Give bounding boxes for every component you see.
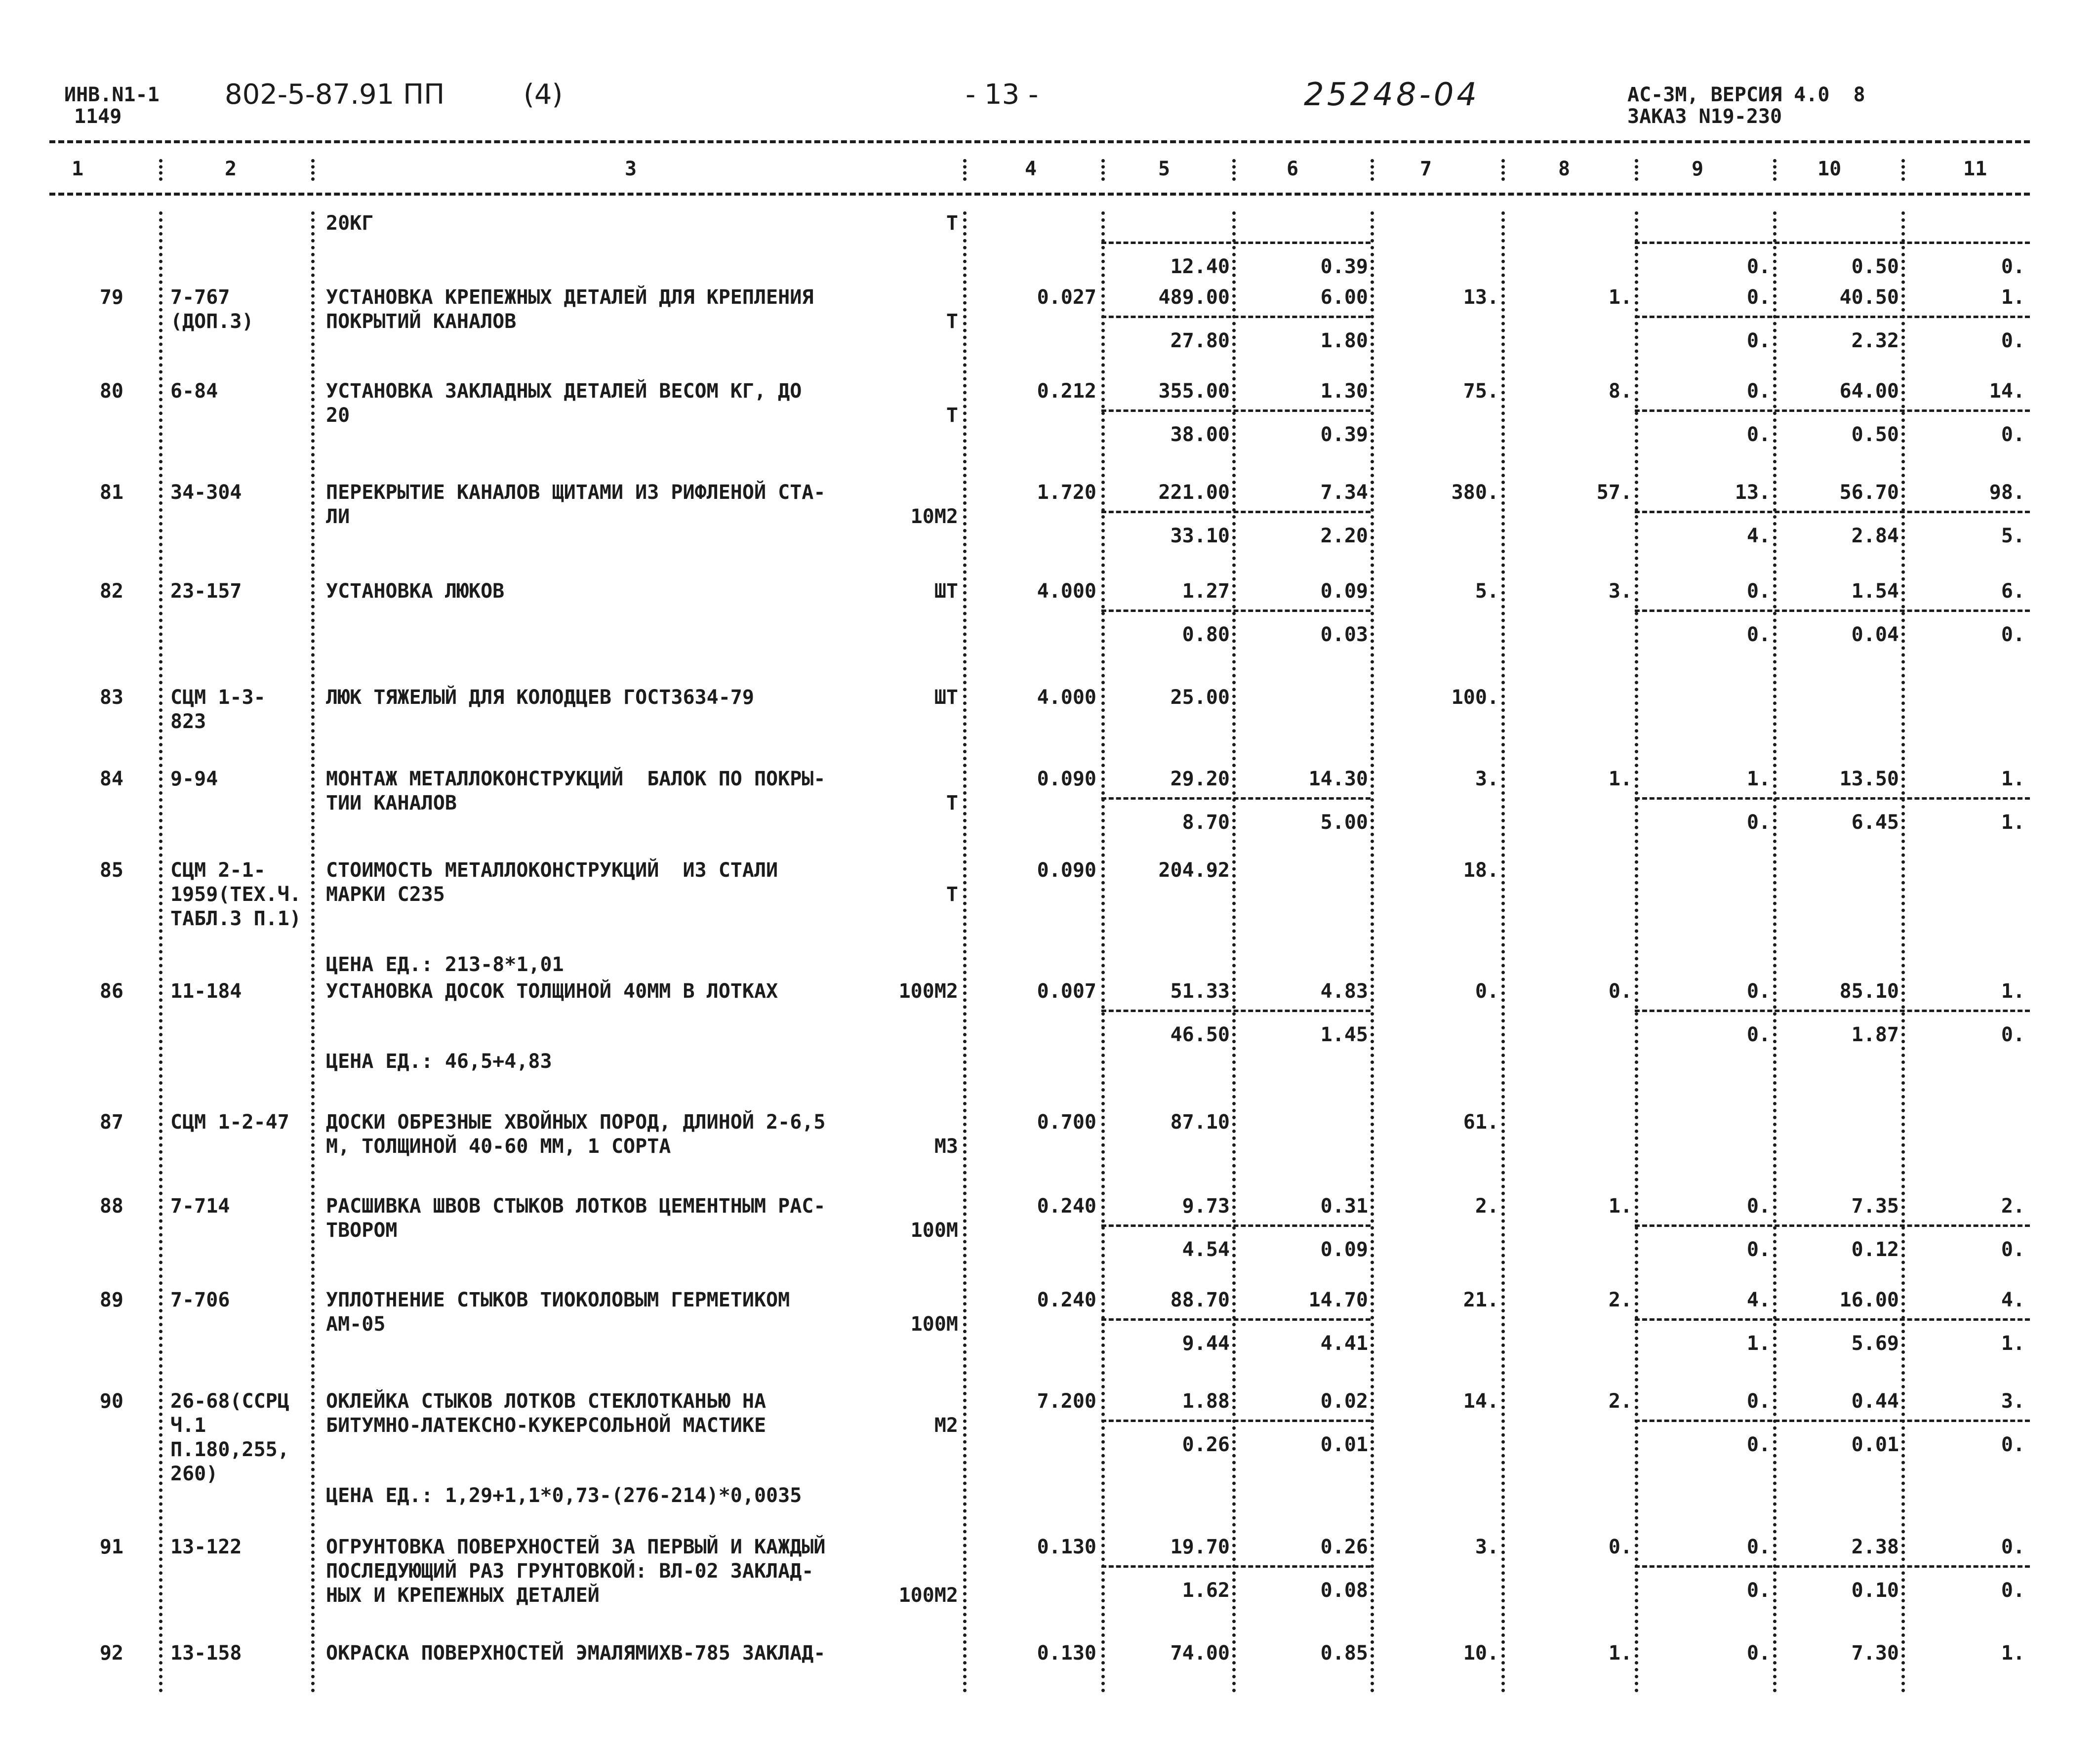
rate-code: ТАБЛ.3 П.1): [170, 907, 301, 930]
value-col-c10: 2.38: [1851, 1536, 1899, 1558]
sub-value-s10: 6.45: [1851, 811, 1899, 834]
sub-value-s5: 0.80: [1182, 623, 1230, 646]
sub-value-s10: 0.50: [1851, 423, 1899, 446]
unit-of-measure: 100М2: [898, 980, 958, 1003]
value-col-c8: 1.: [1608, 1195, 1632, 1218]
row-number: 89: [99, 1289, 123, 1311]
estimate-code: 25248-04: [1304, 77, 1480, 113]
value-col-c5: 221.00: [1158, 481, 1230, 504]
value-col-c5: 25.00: [1170, 686, 1230, 709]
unit-of-measure: Т: [946, 404, 958, 427]
value-col-c11: 1.: [2001, 768, 2025, 790]
sub-value-s10: 2.32: [1851, 329, 1899, 352]
value-col-c5: 489.00: [1158, 286, 1230, 309]
sub-value-s9: 0.: [1746, 1579, 1771, 1602]
value-col-c9: 4.: [1746, 1289, 1771, 1311]
value-col-c11: 1.: [2001, 980, 2025, 1003]
column-separator: [1901, 211, 1905, 1693]
sub-value-s9: 0.: [1746, 1433, 1771, 1456]
rate-code: П.180,255,: [170, 1438, 289, 1461]
value-col-c10: 1.54: [1851, 580, 1899, 603]
work-description: ЛЮК ТЯЖЕЛЫЙ ДЛЯ КОЛОДЦЕВ ГОСТ3634-79: [326, 686, 754, 709]
rate-code: СЦМ 1-2-47: [170, 1111, 289, 1134]
value-col-c7: 14.: [1463, 1390, 1499, 1413]
sub-value-s5: 9.44: [1182, 1332, 1230, 1355]
value-col-c6: 0.26: [1320, 1536, 1368, 1558]
value-col-c6: 0.31: [1320, 1195, 1368, 1218]
work-description: МАРКИ С235: [326, 883, 445, 906]
sub-value-s10: 2.84: [1851, 525, 1899, 547]
document-part: (4): [524, 79, 563, 111]
column-header-9: 9: [1692, 158, 1704, 180]
inventory-number: 1149: [74, 105, 122, 128]
rate-code: 13-158: [170, 1642, 242, 1665]
sub-value-s5: 38.00: [1170, 423, 1230, 446]
sub-value-rule: [1101, 1565, 1371, 1568]
rate-code: 26-68(ССРЦ: [170, 1390, 289, 1413]
value-col-c5: 87.10: [1170, 1111, 1230, 1134]
value-col-c6: 1.30: [1320, 380, 1368, 403]
sub-value-s9: 1.: [1746, 1332, 1771, 1355]
value-col-c7: 100.: [1451, 686, 1499, 709]
value-col-c8: 8.: [1608, 380, 1632, 403]
value-col-c9: 0.: [1746, 1642, 1771, 1665]
row-number: 88: [99, 1195, 123, 1218]
sub-value-rule: [1101, 610, 1371, 612]
value-col-c5: 204.92: [1158, 859, 1230, 882]
rate-code: 7-714: [170, 1195, 230, 1218]
work-description: ПОСЛЕДУЮЩИЙ РАЗ ГРУНТОВКОЙ: ВЛ-02 ЗАКЛАД-: [326, 1560, 814, 1583]
value-col-qty: 0.130: [1037, 1642, 1096, 1665]
sub-value-s9: 0.: [1746, 255, 1771, 278]
work-description: МОНТАЖ МЕТАЛЛОКОНСТРУКЦИЙ БАЛОК ПО ПОКРЫ-: [326, 768, 826, 790]
column-header-5: 5: [1158, 158, 1171, 180]
column-header-6: 6: [1287, 158, 1299, 180]
value-col-qty: 0.700: [1037, 1111, 1096, 1134]
value-col-c10: 64.00: [1839, 380, 1899, 403]
column-header-separator: [1501, 159, 1505, 181]
value-col-c11: 98.: [1989, 481, 2025, 504]
rate-code: 34-304: [170, 481, 242, 504]
value-col-c5: 19.70: [1170, 1536, 1230, 1558]
column-separator: [1501, 211, 1505, 1693]
value-col-c8: 0.: [1608, 980, 1632, 1003]
value-col-c8: 1.: [1608, 768, 1632, 790]
work-description: УСТАНОВКА КРЕПЕЖНЫХ ДЕТАЛЕЙ ДЛЯ КРЕПЛЕНИЯ: [326, 286, 814, 309]
column-separator: [1773, 211, 1777, 1693]
row-number: 81: [99, 481, 123, 504]
sub-value-s5: 46.50: [1170, 1023, 1230, 1046]
sub-value-rule: [1635, 409, 2030, 412]
work-description: ОГРУНТОВКА ПОВЕРХНОСТЕЙ ЗА ПЕРВЫЙ И КАЖДЫЙ: [326, 1536, 826, 1558]
value-col-c11: 3.: [2001, 1390, 2025, 1413]
sub-value-rule: [1101, 1420, 1371, 1422]
column-header-separator: [1773, 159, 1777, 181]
value-col-c7: 3.: [1475, 768, 1499, 790]
row-number: 82: [99, 580, 123, 603]
row-number: 92: [99, 1642, 123, 1665]
column-separator: [1101, 211, 1105, 1693]
sub-value-s6: 0.09: [1320, 1238, 1368, 1261]
sub-value-rule: [1635, 1420, 2030, 1422]
sub-value-rule: [1635, 1010, 2030, 1012]
value-col-c7: 0.: [1475, 980, 1499, 1003]
header-rule: [49, 140, 2030, 143]
sub-value-s5: 4.54: [1182, 1238, 1230, 1261]
work-description: АМ-05: [326, 1313, 386, 1336]
unit-price-note: ЦЕНА ЕД.: 213-8*1,01: [326, 953, 564, 976]
value-col-c11: 6.: [2001, 580, 2025, 603]
column-header-3: 3: [625, 158, 637, 180]
value-col-c6: 0.02: [1320, 1390, 1368, 1413]
column-header-4: 4: [1025, 158, 1037, 180]
unit-of-measure: 100М: [910, 1313, 958, 1336]
sub-value-s11: 5.: [2001, 525, 2025, 547]
column-header-separator: [1371, 159, 1374, 181]
row-number: 83: [99, 686, 123, 709]
sub-value-s11: 0.: [2001, 255, 2025, 278]
rate-code: 7-767: [170, 286, 230, 309]
work-description: 20: [326, 404, 350, 427]
row-number: 80: [99, 380, 123, 403]
sub-value-s9: 0.: [1746, 1023, 1771, 1046]
document-code: 802-5-87.91 ПП: [225, 79, 445, 111]
row-number: 84: [99, 768, 123, 790]
work-description: УСТАНОВКА ЗАКЛАДНЫХ ДЕТАЛЕЙ ВЕСОМ КГ, ДО: [326, 380, 802, 403]
unit-of-measure: ШТ: [934, 580, 958, 603]
value-col-c5: 1.27: [1182, 580, 1230, 603]
value-col-qty: 0.090: [1037, 768, 1096, 790]
value-col-c7: 21.: [1463, 1289, 1499, 1311]
sub-value-s9: 0.: [1746, 329, 1771, 352]
value-col-c11: 1.: [2001, 286, 2025, 309]
sub-value-s11: 0.: [2001, 1579, 2025, 1602]
value-col-c10: 7.35: [1851, 1195, 1899, 1218]
value-col-qty: 0.027: [1037, 286, 1096, 309]
rate-code: 260): [170, 1463, 218, 1485]
work-description: ПЕРЕКРЫТИЕ КАНАЛОВ ЩИТАМИ ИЗ РИФЛЕНОЙ СТА-: [326, 481, 826, 504]
column-separator: [1371, 211, 1374, 1693]
row-number: 79: [99, 286, 123, 309]
sub-value-s11: 0.: [2001, 623, 2025, 646]
work-description: М, ТОЛЩИНОЙ 40-60 ММ, 1 СОРТА: [326, 1135, 671, 1158]
unit-of-measure: Т: [946, 792, 958, 814]
value-col-c10: 7.30: [1851, 1642, 1899, 1665]
sub-value-rule: [1101, 511, 1371, 513]
value-col-qty: 4.000: [1037, 686, 1096, 709]
sub-value-s5: 12.40: [1170, 255, 1230, 278]
sub-value-rule: [1635, 511, 2030, 513]
work-description: ОКЛЕЙКА СТЫКОВ ЛОТКОВ СТЕКЛОТКАНЬЮ НА: [326, 1390, 767, 1413]
sub-value-s10: 0.10: [1851, 1579, 1899, 1602]
value-col-c9: 13.: [1735, 481, 1771, 504]
column-header-separator: [1635, 159, 1638, 181]
sub-value-s6: 5.00: [1320, 811, 1368, 834]
sub-value-s6: 0.39: [1320, 255, 1368, 278]
sub-value-rule: [1101, 797, 1371, 800]
unit-of-measure: 100М2: [898, 1584, 958, 1607]
value-col-c6: 14.30: [1308, 768, 1368, 790]
value-col-c10: 40.50: [1839, 286, 1899, 309]
sub-value-s10: 1.87: [1851, 1023, 1899, 1046]
value-col-c9: 0.: [1746, 286, 1771, 309]
sub-value-s10: 0.50: [1851, 255, 1899, 278]
sub-value-s6: 2.20: [1320, 525, 1368, 547]
order-number: ЗАКАЗ N19-230: [1627, 105, 1782, 128]
sub-value-s6: 0.39: [1320, 423, 1368, 446]
column-header-1: 1: [72, 158, 84, 180]
sub-value-s10: 5.69: [1851, 1332, 1899, 1355]
value-col-c5: 29.20: [1170, 768, 1230, 790]
value-col-c7: 380.: [1451, 481, 1499, 504]
value-col-qty: 0.212: [1037, 380, 1096, 403]
work-description: ДОСКИ ОБРЕЗНЫЕ ХВОЙНЫХ ПОРОД, ДЛИНОЙ 2-6,5: [326, 1111, 826, 1134]
sub-value-s10: 0.01: [1851, 1433, 1899, 1456]
work-description: УПЛОТНЕНИЕ СТЫКОВ ТИОКОЛОВЫМ ГЕРМЕТИКОМ: [326, 1289, 790, 1311]
value-col-qty: 0.240: [1037, 1289, 1096, 1311]
sub-value-s6: 0.01: [1320, 1433, 1368, 1456]
unit-of-measure: ШТ: [934, 686, 958, 709]
work-description: ПОКРЫТИЙ КАНАЛОВ: [326, 310, 517, 333]
work-description: 20КГ: [326, 212, 374, 235]
value-col-c6: 7.34: [1320, 481, 1368, 504]
value-col-c5: 355.00: [1158, 380, 1230, 403]
unit-price-note: ЦЕНА ЕД.: 46,5+4,83: [326, 1050, 552, 1073]
row-number: 87: [99, 1111, 123, 1134]
sub-value-s9: 0.: [1746, 423, 1771, 446]
sub-value-s9: 0.: [1746, 623, 1771, 646]
sub-value-rule: [1635, 1565, 2030, 1568]
sub-value-rule: [1635, 242, 2030, 244]
sub-value-s5: 1.62: [1182, 1579, 1230, 1602]
sub-value-s11: 1.: [2001, 811, 2025, 834]
sub-value-rule: [1101, 316, 1371, 318]
row-number: 86: [99, 980, 123, 1003]
sub-value-s5: 27.80: [1170, 329, 1230, 352]
value-col-qty: 7.200: [1037, 1390, 1096, 1413]
column-separator: [159, 211, 162, 1693]
value-col-c8: 3.: [1608, 580, 1632, 603]
sub-value-s5: 0.26: [1182, 1433, 1230, 1456]
value-col-c9: 0.: [1746, 380, 1771, 403]
value-col-c7: 10.: [1463, 1642, 1499, 1665]
value-col-c7: 13.: [1463, 286, 1499, 309]
value-col-c10: 13.50: [1839, 768, 1899, 790]
unit-of-measure: Т: [946, 212, 958, 235]
value-col-c10: 56.70: [1839, 481, 1899, 504]
value-col-qty: 1.720: [1037, 481, 1096, 504]
sub-value-s6: 1.45: [1320, 1023, 1368, 1046]
value-col-c8: 0.: [1608, 1536, 1632, 1558]
sub-value-rule: [1635, 797, 2030, 800]
value-col-qty: 4.000: [1037, 580, 1096, 603]
unit-of-measure: Т: [946, 310, 958, 333]
rate-code: СЦМ 1-3-: [170, 686, 266, 709]
work-description: УСТАНОВКА ДОСОК ТОЛЩИНОЙ 40ММ В ЛОТКАХ: [326, 980, 778, 1003]
column-header-separator: [311, 159, 315, 181]
column-header-separator: [963, 159, 967, 181]
value-col-c7: 61.: [1463, 1111, 1499, 1134]
sub-value-rule: [1101, 1318, 1371, 1321]
column-header-10: 10: [1817, 158, 1842, 180]
value-col-c5: 88.70: [1170, 1289, 1230, 1311]
column-header-separator: [1101, 159, 1105, 181]
sub-value-s10: 0.12: [1851, 1238, 1899, 1261]
sub-value-rule: [1101, 1010, 1371, 1012]
value-col-c5: 1.88: [1182, 1390, 1230, 1413]
sub-value-s10: 0.04: [1851, 623, 1899, 646]
sub-value-s6: 4.41: [1320, 1332, 1368, 1355]
value-col-c8: 2.: [1608, 1390, 1632, 1413]
column-header-rule: [49, 193, 2030, 196]
row-number: 90: [99, 1390, 123, 1413]
sub-value-s11: 0.: [2001, 1433, 2025, 1456]
rate-code: 1959(ТЕХ.Ч.: [170, 883, 301, 906]
value-col-c9: 0.: [1746, 1536, 1771, 1558]
value-col-c5: 51.33: [1170, 980, 1230, 1003]
software-version: АС-3М, ВЕРСИЯ 4.0 8: [1627, 83, 1865, 106]
sub-value-s9: 0.: [1746, 1238, 1771, 1261]
row-number: 91: [99, 1536, 123, 1558]
unit-of-measure: 100М: [910, 1219, 958, 1242]
value-col-c9: 1.: [1746, 768, 1771, 790]
value-col-c11: 0.: [2001, 1536, 2025, 1558]
sub-value-s11: 0.: [2001, 423, 2025, 446]
unit-of-measure: М3: [934, 1135, 958, 1158]
sub-value-rule: [1101, 409, 1371, 412]
sub-value-rule: [1635, 1224, 2030, 1227]
rate-code: 7-706: [170, 1289, 230, 1311]
sub-value-s6: 0.08: [1320, 1579, 1368, 1602]
value-col-c8: 1.: [1608, 1642, 1632, 1665]
value-col-c5: 74.00: [1170, 1642, 1230, 1665]
column-header-7: 7: [1420, 158, 1432, 180]
work-description: РАСШИВКА ШВОВ СТЫКОВ ЛОТКОВ ЦЕМЕНТНЫМ РАС-: [326, 1195, 826, 1218]
unit-of-measure: 10М2: [910, 505, 958, 528]
column-header-separator: [159, 159, 162, 181]
rate-code: Ч.1: [170, 1414, 206, 1437]
value-col-c9: 0.: [1746, 580, 1771, 603]
value-col-c6: 0.85: [1320, 1642, 1368, 1665]
sub-value-s11: 1.: [2001, 1332, 2025, 1355]
rate-code: СЦМ 2-1-: [170, 859, 266, 882]
work-description: СТОИМОСТЬ МЕТАЛЛОКОНСТРУКЦИЙ ИЗ СТАЛИ: [326, 859, 778, 882]
value-col-c6: 6.00: [1320, 286, 1368, 309]
sub-value-s6: 0.03: [1320, 623, 1368, 646]
column-separator: [1635, 211, 1638, 1693]
column-separator: [311, 211, 315, 1693]
sub-value-rule: [1635, 1318, 2030, 1321]
value-col-c11: 14.: [1989, 380, 2025, 403]
value-col-c8: 1.: [1608, 286, 1632, 309]
work-description: ОКРАСКА ПОВЕРХНОСТЕЙ ЭМАЛЯМИХВ-785 ЗАКЛАД-: [326, 1642, 826, 1665]
value-col-c7: 75.: [1463, 380, 1499, 403]
sub-value-s11: 0.: [2001, 1238, 2025, 1261]
work-description: ТВОРОМ: [326, 1219, 398, 1242]
value-col-c6: 14.70: [1308, 1289, 1368, 1311]
value-col-c11: 1.: [2001, 1642, 2025, 1665]
value-col-c7: 18.: [1463, 859, 1499, 882]
sub-value-s5: 33.10: [1170, 525, 1230, 547]
work-description: НЫХ И КРЕПЕЖНЫХ ДЕТАЛЕЙ: [326, 1584, 600, 1607]
rate-code: 9-94: [170, 768, 218, 790]
rate-code: 13-122: [170, 1536, 242, 1558]
sub-value-s9: 4.: [1746, 525, 1771, 547]
value-col-qty: 0.007: [1037, 980, 1096, 1003]
unit-of-measure: М2: [934, 1414, 958, 1437]
sub-value-s11: 0.: [2001, 329, 2025, 352]
value-col-c9: 0.: [1746, 1390, 1771, 1413]
column-header-11: 11: [1963, 158, 1987, 180]
sub-value-s11: 0.: [2001, 1023, 2025, 1046]
value-col-c11: 2.: [2001, 1195, 2025, 1218]
column-header-8: 8: [1558, 158, 1571, 180]
rate-code: 23-157: [170, 580, 242, 603]
work-description: ЛИ: [326, 505, 350, 528]
rate-code: (ДОП.3): [170, 310, 254, 333]
work-description: БИТУМНО-ЛАТЕКСНО-КУКЕРСОЛЬНОЙ МАСТИКЕ: [326, 1414, 767, 1437]
page-number: - 13 -: [966, 79, 1039, 111]
value-col-c7: 3.: [1475, 1536, 1499, 1558]
value-col-qty: 0.090: [1037, 859, 1096, 882]
rate-code: 6-84: [170, 380, 218, 403]
column-separator: [963, 211, 967, 1693]
value-col-c9: 0.: [1746, 1195, 1771, 1218]
work-description: УСТАНОВКА ЛЮКОВ: [326, 580, 505, 603]
value-col-c6: 0.09: [1320, 580, 1368, 603]
value-col-c11: 4.: [2001, 1289, 2025, 1311]
value-col-c6: 4.83: [1320, 980, 1368, 1003]
inventory-label: ИНВ.N1-1: [64, 83, 160, 106]
sub-value-rule: [1635, 610, 2030, 612]
rate-code: 823: [170, 710, 206, 733]
sub-value-s6: 1.80: [1320, 329, 1368, 352]
sub-value-s9: 0.: [1746, 811, 1771, 834]
value-col-qty: 0.240: [1037, 1195, 1096, 1218]
work-description: ТИИ КАНАЛОВ: [326, 792, 457, 814]
unit-of-measure: Т: [946, 883, 958, 906]
value-col-c10: 0.44: [1851, 1390, 1899, 1413]
column-header-separator: [1232, 159, 1236, 181]
column-separator: [1232, 211, 1236, 1693]
sub-value-rule: [1101, 242, 1371, 244]
column-header-separator: [1901, 159, 1905, 181]
value-col-c7: 5.: [1475, 580, 1499, 603]
rate-code: 11-184: [170, 980, 242, 1003]
sub-value-rule: [1635, 316, 2030, 318]
sub-value-rule: [1101, 1224, 1371, 1227]
value-col-c5: 9.73: [1182, 1195, 1230, 1218]
row-number: 85: [99, 859, 123, 882]
value-col-c10: 16.00: [1839, 1289, 1899, 1311]
value-col-c10: 85.10: [1839, 980, 1899, 1003]
value-col-qty: 0.130: [1037, 1536, 1096, 1558]
value-col-c8: 2.: [1608, 1289, 1632, 1311]
value-col-c9: 0.: [1746, 980, 1771, 1003]
unit-price-note: ЦЕНА ЕД.: 1,29+1,1*0,73-(276-214)*0,0035: [326, 1484, 802, 1507]
sub-value-s5: 8.70: [1182, 811, 1230, 834]
column-header-2: 2: [225, 158, 237, 180]
value-col-c7: 2.: [1475, 1195, 1499, 1218]
value-col-c8: 57.: [1596, 481, 1632, 504]
